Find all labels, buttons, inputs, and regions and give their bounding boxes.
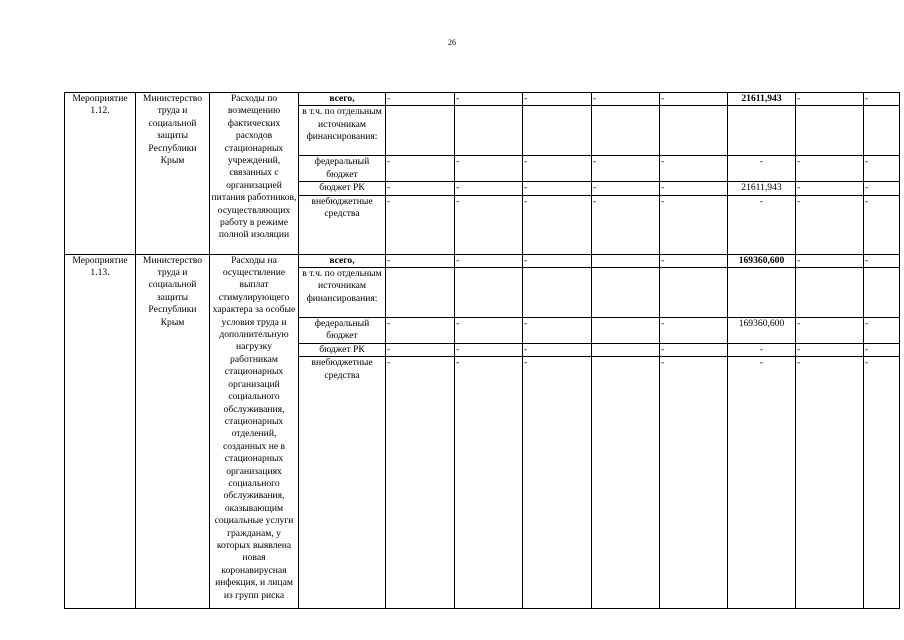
value-cell	[592, 357, 660, 609]
value-cell	[592, 318, 660, 344]
value-cell: -	[796, 195, 864, 254]
source-label: всего,	[299, 93, 386, 106]
executor-cell: Министерство труда и социальной защиты Республики Крым	[136, 93, 210, 255]
value-cell: -	[592, 195, 660, 254]
value-cell: -	[796, 343, 864, 356]
event-cell: Мероприятие 1.13.	[65, 254, 136, 609]
value-cell: -	[386, 156, 455, 182]
value-cell: 21611,943	[728, 182, 796, 195]
value-cell: -	[864, 318, 900, 344]
value-cell: -	[660, 156, 728, 182]
value-cell: -	[796, 182, 864, 195]
value-cell: -	[864, 182, 900, 195]
value-cell: -	[864, 343, 900, 356]
source-label: федеральный бюджет	[299, 156, 386, 182]
source-label: в т.ч. по отдельным источникам финансирования:	[299, 106, 386, 156]
empty-cell	[386, 106, 455, 156]
value-cell: -	[660, 182, 728, 195]
value-cell: -	[523, 182, 592, 195]
empty-cell	[455, 268, 523, 318]
empty-cell	[796, 268, 864, 318]
value-cell: -	[386, 357, 455, 609]
value-cell: -	[660, 254, 728, 267]
value-cell: -	[386, 195, 455, 254]
value-cell: -	[386, 254, 455, 267]
value-cell: -	[796, 254, 864, 267]
value-cell: -	[660, 357, 728, 609]
value-cell: -	[386, 182, 455, 195]
value-cell: -	[660, 93, 728, 106]
source-label: внебюджетные средства	[299, 195, 386, 254]
value-cell: -	[455, 182, 523, 195]
source-label: в т.ч. по отдельным источникам финансирования:	[299, 268, 386, 318]
value-cell: -	[523, 93, 592, 106]
value-cell: -	[455, 254, 523, 267]
value-cell: -	[455, 93, 523, 106]
value-cell: -	[523, 195, 592, 254]
empty-cell	[660, 106, 728, 156]
value-cell: -	[455, 195, 523, 254]
value-cell: -	[455, 357, 523, 609]
value-cell: -	[592, 93, 660, 106]
description-cell: Расходы по возмещению фактических расходов стационарных учреждений, связанных с организацией питания работников, осуществляющих работу в режиме полной изоляции	[210, 93, 299, 255]
value-cell: -	[523, 357, 592, 609]
value-cell: -	[523, 254, 592, 267]
value-cell: -	[592, 156, 660, 182]
value-cell: -	[796, 357, 864, 609]
value-cell: -	[455, 318, 523, 344]
value-cell: -	[796, 93, 864, 106]
value-cell: -	[455, 156, 523, 182]
value-cell: -	[864, 195, 900, 254]
empty-cell	[455, 106, 523, 156]
value-cell: -	[386, 93, 455, 106]
value-cell: -	[386, 343, 455, 356]
event-cell: Мероприятие 1.12.	[65, 93, 136, 255]
source-label: всего,	[299, 254, 386, 267]
value-cell: -	[660, 343, 728, 356]
empty-cell	[728, 268, 796, 318]
value-cell: -	[386, 318, 455, 344]
value-cell: -	[523, 343, 592, 356]
value-cell: -	[660, 318, 728, 344]
table-row	[65, 93, 900, 106]
source-label: внебюджетные средства	[299, 357, 386, 609]
empty-cell	[864, 268, 900, 318]
value-cell: -	[728, 357, 796, 609]
value-cell: -	[455, 343, 523, 356]
empty-cell	[728, 106, 796, 156]
description-cell: Расходы на осуществление выплат стимулирующего характера за особые условия труда и дополнительную нагрузку работникам стационарных организаций социального обслуживания, стационарных отделений, созданных не в стационарных организациях социального обслуживания, оказывающим социальные услуги гражданам, у которых выявлена новая коронавирусная инфекция, и лицам из групп риска	[210, 254, 299, 609]
page-number: 26	[448, 38, 456, 47]
source-label: бюджет РК	[299, 343, 386, 356]
value-cell: -	[796, 156, 864, 182]
budget-table	[64, 92, 900, 609]
executor-cell: Министерство труда и социальной защиты Республики Крым	[136, 254, 210, 609]
value-cell: 169360,600	[728, 318, 796, 344]
source-label: бюджет РК	[299, 182, 386, 195]
value-cell: 21611,943	[728, 93, 796, 106]
value-cell: -	[864, 93, 900, 106]
value-cell: -	[728, 195, 796, 254]
value-cell: -	[592, 182, 660, 195]
source-label: федеральный бюджет	[299, 318, 386, 344]
empty-cell	[523, 268, 592, 318]
value-cell: 169360,600	[728, 254, 796, 267]
value-cell: -	[864, 254, 900, 267]
empty-cell	[660, 268, 728, 318]
value-cell: -	[523, 318, 592, 344]
empty-cell	[592, 106, 660, 156]
table-row	[65, 254, 900, 267]
value-cell: -	[796, 318, 864, 344]
empty-cell	[386, 268, 455, 318]
value-cell: -	[864, 357, 900, 609]
value-cell	[592, 343, 660, 356]
empty-cell	[523, 106, 592, 156]
value-cell: -	[660, 195, 728, 254]
empty-cell	[592, 268, 660, 318]
value-cell: -	[864, 156, 900, 182]
value-cell: -	[523, 156, 592, 182]
empty-cell	[864, 106, 900, 156]
value-cell	[592, 254, 660, 267]
table-body	[65, 93, 900, 609]
value-cell: -	[728, 343, 796, 356]
value-cell: -	[728, 156, 796, 182]
empty-cell	[796, 106, 864, 156]
